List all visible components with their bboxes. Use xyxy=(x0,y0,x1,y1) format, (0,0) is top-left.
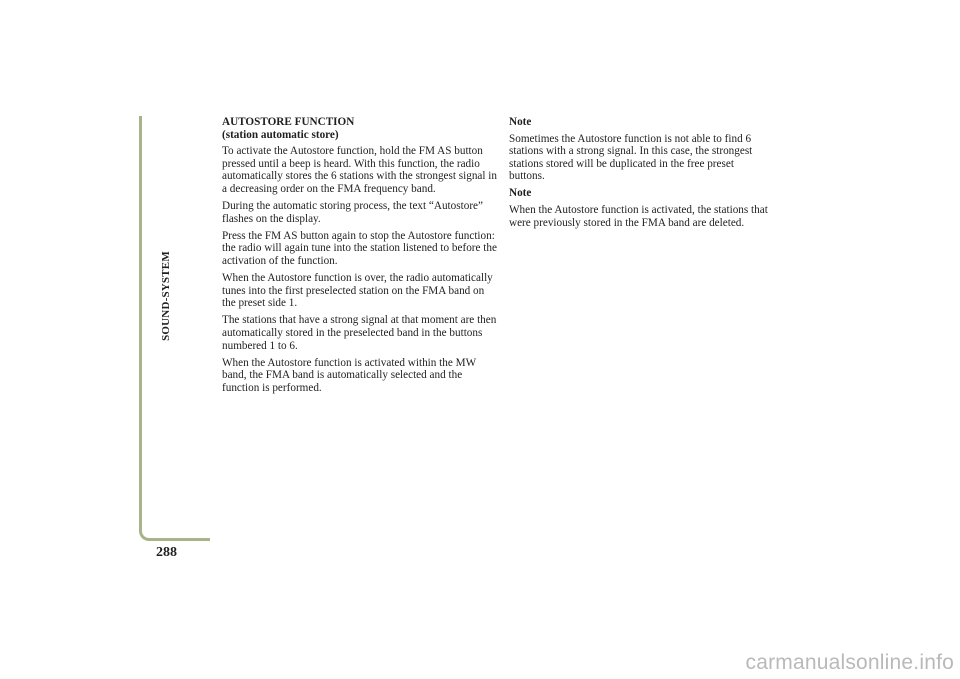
page-number: 288 xyxy=(156,545,177,560)
paragraph: To activate the Autostore function, hold the FM AS button pressed until a beep is heard. With this function, the radio automatically stores the 6 stations with the strongest signal in a decreasing order on the FMA frequency band. xyxy=(222,145,497,195)
note-text: Sometimes the Autostore function is not able to find 6 stations with a strong signal. In this case, the strongest stations stored will be duplicated in the free preset buttons. xyxy=(509,132,753,183)
heading-title: AUTOSTORE FUNCTION xyxy=(222,116,355,128)
note-title: Note xyxy=(509,187,532,200)
paragraph: When the Autostore function is over, the radio automatically tunes into the first preselected station on the FMA band on the preset side 1. xyxy=(222,272,493,310)
watermark-text: carmanualsonline.info xyxy=(745,651,954,674)
paragraph: Press the FM AS button again to stop the Autostore function: the radio will again tune into the station listened to before the activation of the function. xyxy=(222,229,497,267)
section-label: SOUND-SYSTEM xyxy=(160,251,172,341)
paragraph: When the Autostore function is activated within the MW band, the FMA band is automatically selected and the function is performed. xyxy=(222,356,476,394)
margin-rule xyxy=(139,116,210,541)
paragraph: The stations that have a strong signal at that moment are then automatically stored in the preselected band in the buttons numbered 1 to 6. xyxy=(222,314,497,352)
note-text: When the Autostore function is activated, the stations that were previously stored in the FMA band are deleted. xyxy=(509,204,768,229)
note-title: Note xyxy=(509,116,532,128)
heading-subtitle: (station automatic store) xyxy=(222,128,339,141)
section-heading xyxy=(222,116,498,141)
right-column xyxy=(509,116,771,234)
left-column xyxy=(222,116,498,399)
paragraph: During the automatic storing process, the text “Autostore” flashes on the display. xyxy=(222,200,483,225)
